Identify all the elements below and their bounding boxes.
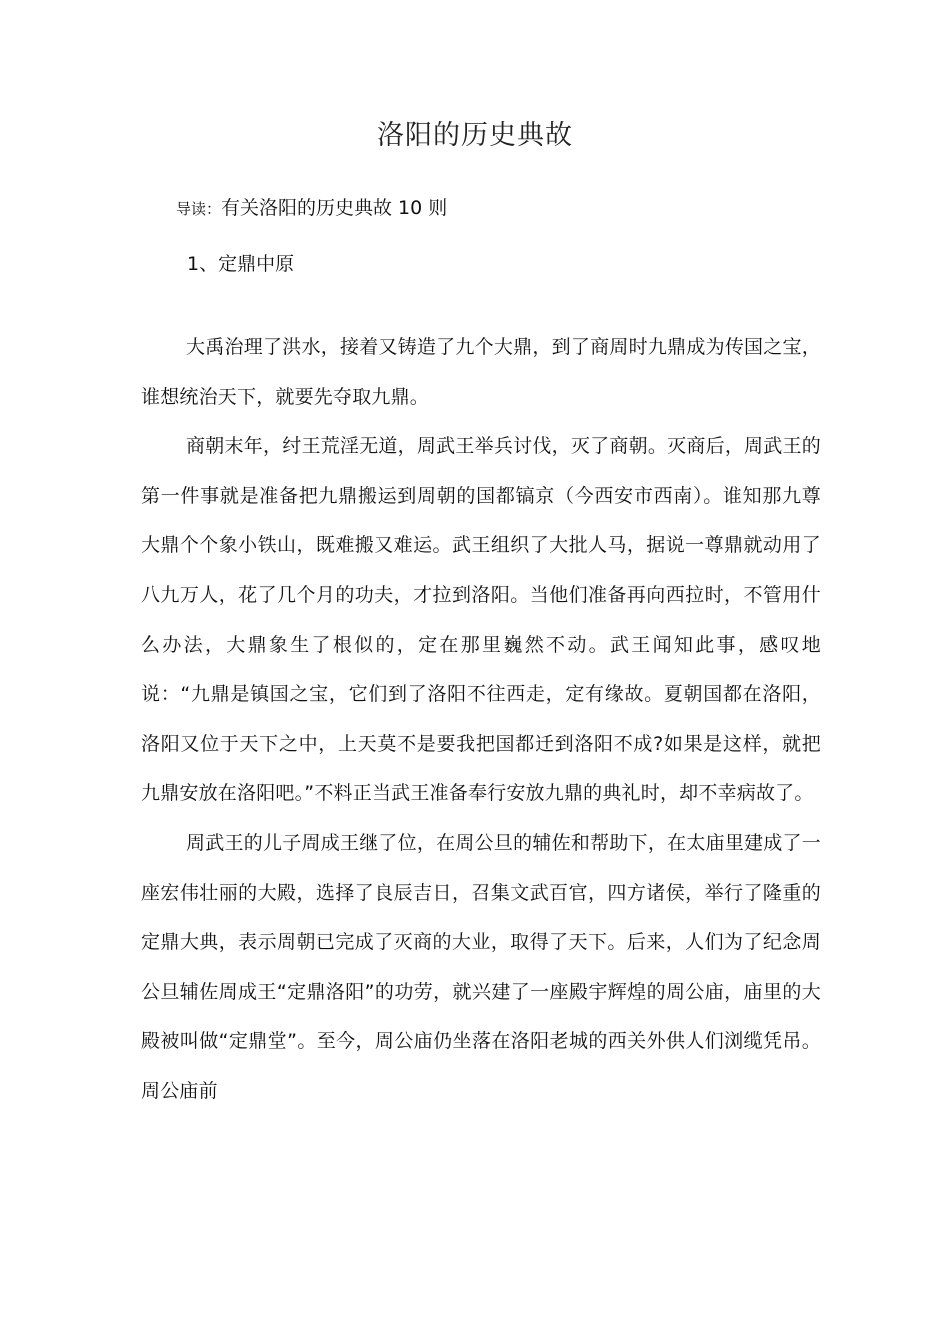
paragraph: 大禹治理了洪水，接着又铸造了九个大鼎，到了商周时九鼎成为传国之宝，谁想统治天下，就要先夺取九鼎。 [141, 336, 821, 408]
page-title: 洛阳的历史典故 [377, 120, 573, 151]
paragraph: 商朝末年，纣王荒淫无道，周武王举兵讨伐，灭了商朝。灭商后，周武王的第一件事就是准备把九鼎搬运到周朝的国都镐京（今西安市西南）。谁知那九尊大鼎个个象小铁山，既难搬又难运。武王组织了大批人马，据说一尊鼎就动用了八九万人，花了几个月的功夫，才拉到洛阳。当他们准备再向西拉时，不管用什么办法，大鼎象生了根似的，定在那里巍然不动。武王闻知此事，感叹地说：“九鼎是镇国之宝，它们到了洛阳不往西走，定有缘故。夏朝国都在洛阳，洛阳又位于天下之中，上天莫不是要我把国都迁到洛阳不成?如果是这样，就把九鼎安放在洛阳吧。”不料正当武王准备奉行安放九鼎的典礼时，却不幸病故了。 [141, 435, 821, 805]
article-body [141, 323, 821, 1117]
intro-label: 导读： [176, 200, 222, 218]
section-heading: 1、定鼎中原 [187, 253, 295, 275]
intro-text: 有关洛阳的历史典故 10 则 [221, 197, 448, 219]
intro-line [176, 194, 447, 223]
paragraph: 周武王的儿子周成王继了位，在周公旦的辅佐和帮助下，在太庙里建成了一座宏伟壮丽的大殿，选择了良辰吉日，召集文武百官，四方诸侯，举行了隆重的定鼎大典，表示周朝已完成了灭商的大业，取得了天下。后来，人们为了纪念周公旦辅佐周成王“定鼎洛阳”的功劳，就兴建了一座殿宇辉煌的周公庙，庙里的大殿被叫做“定鼎堂”。至今，周公庙仍坐落在洛阳老城的西关外供人们浏缆凭吊。周公庙前 [141, 831, 821, 1102]
